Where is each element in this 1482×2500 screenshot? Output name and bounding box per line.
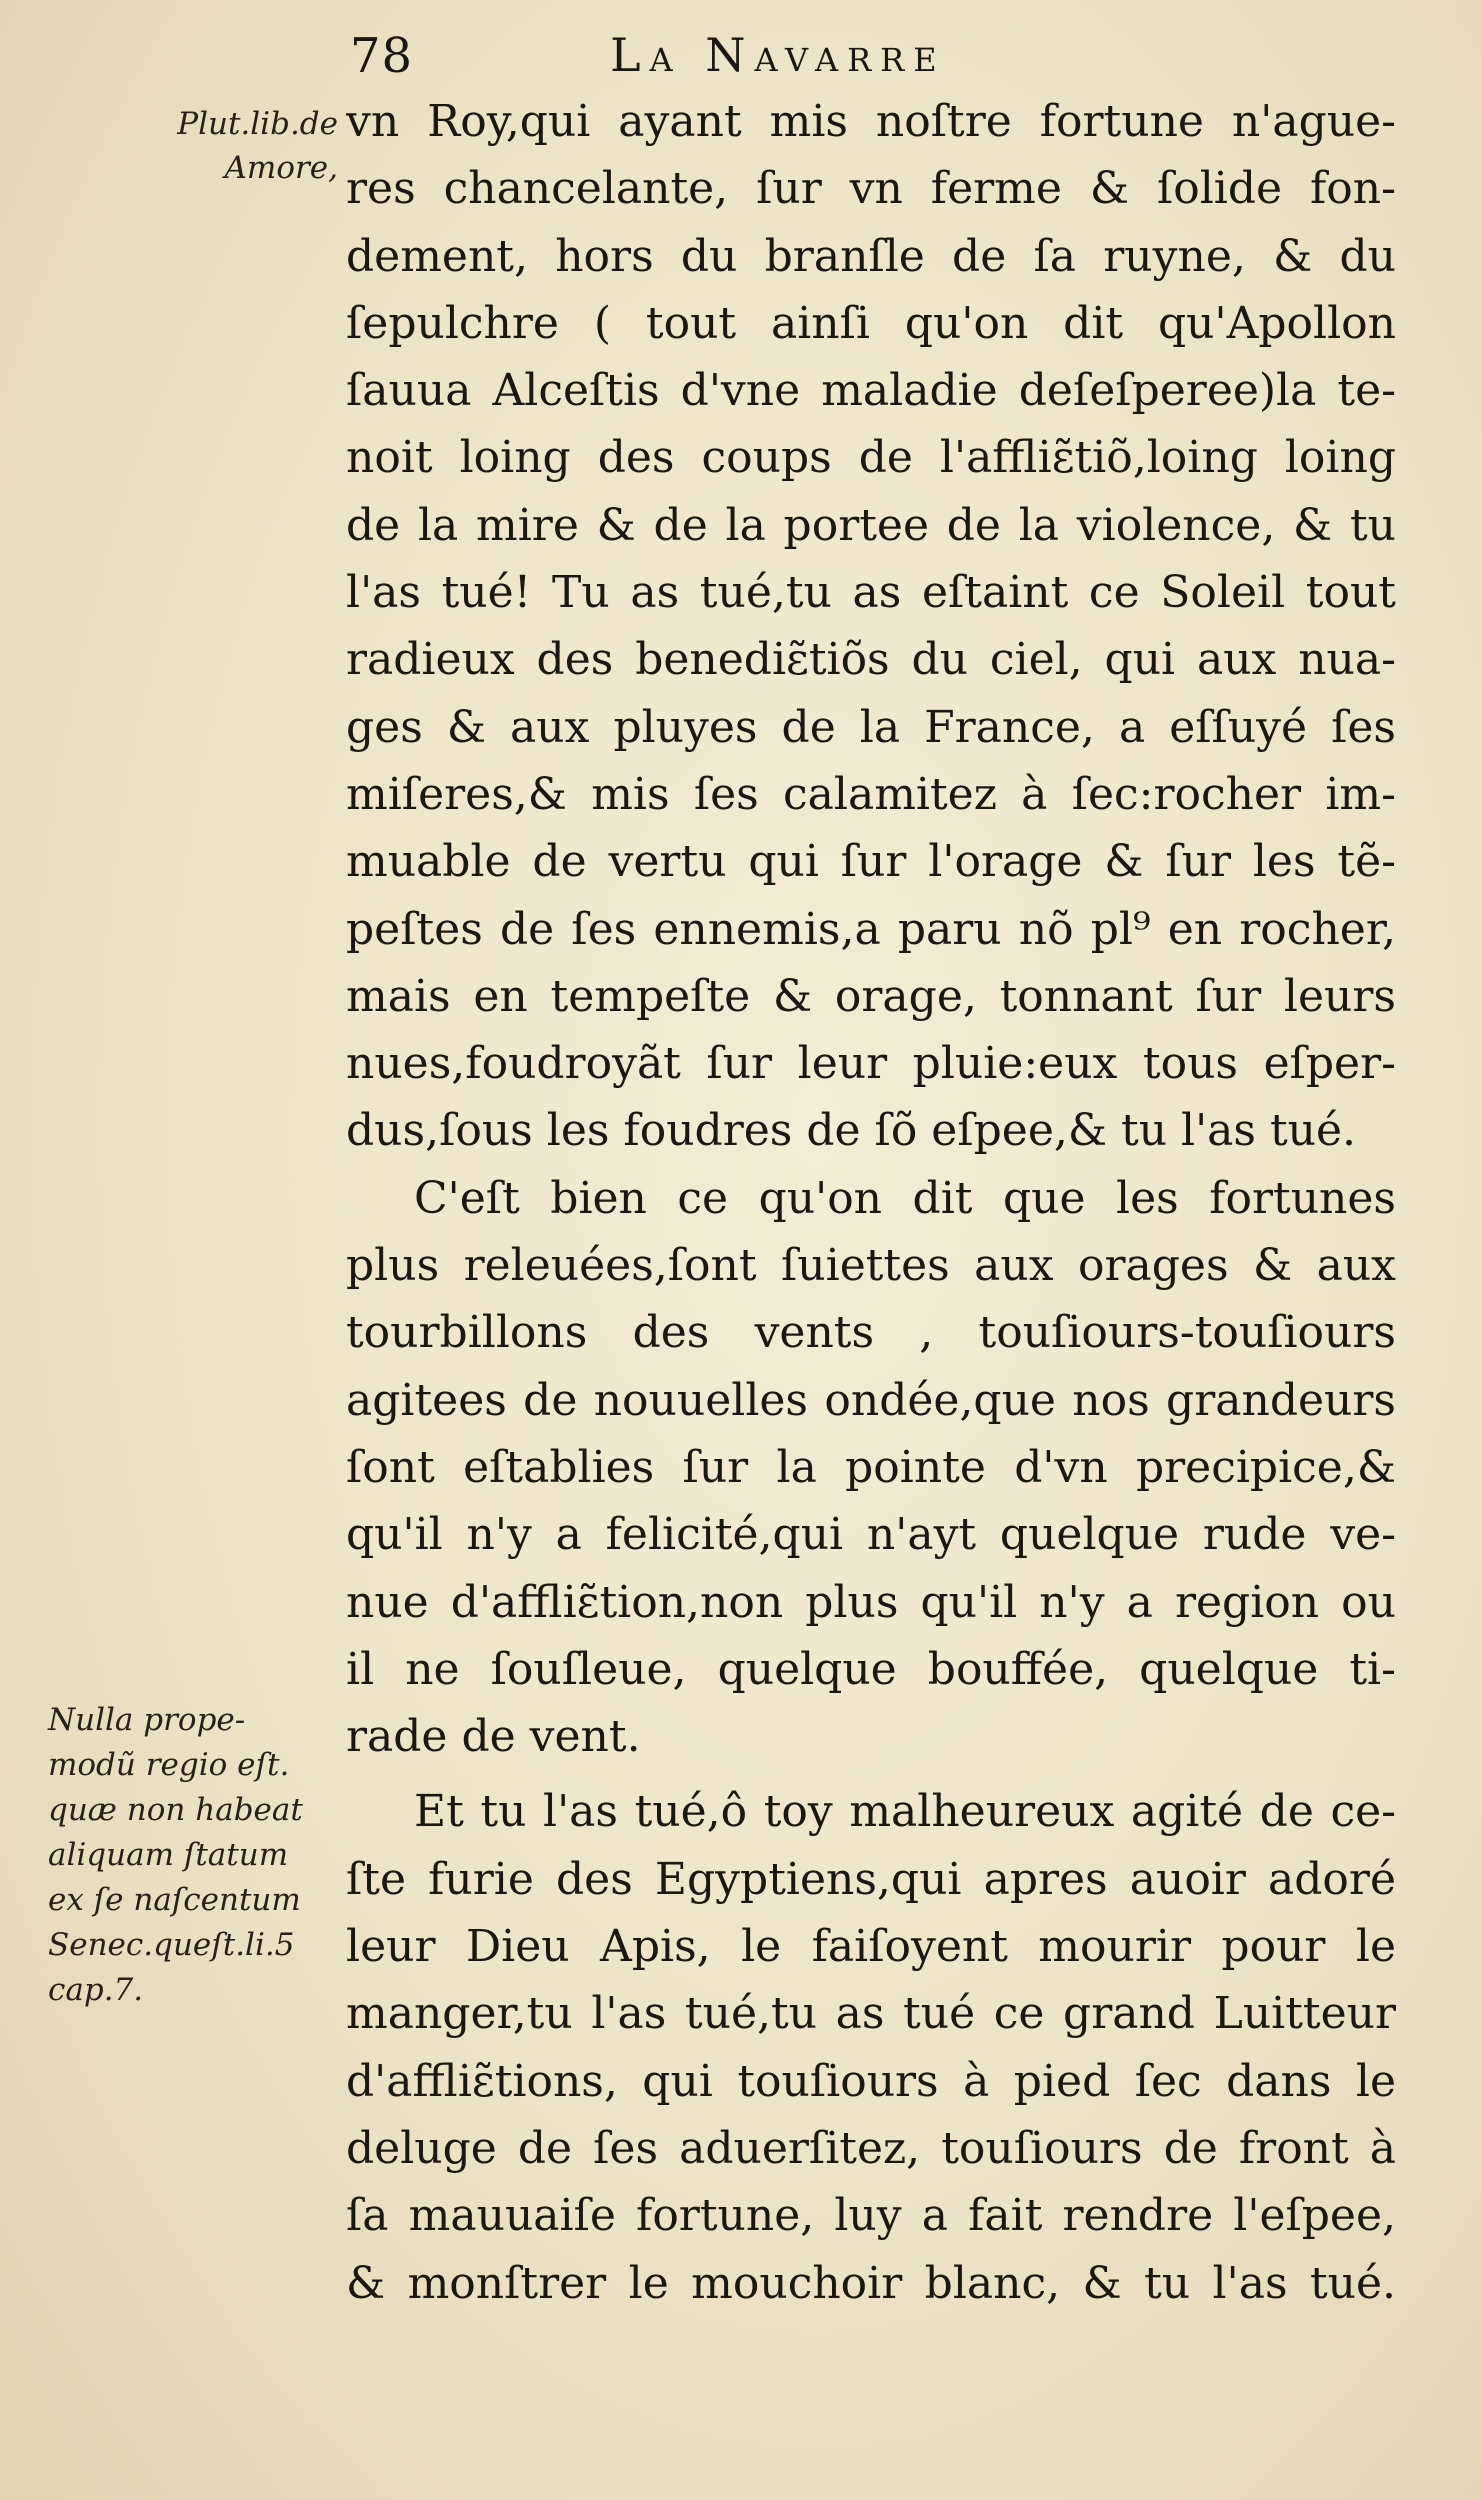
text-line: C'eſt bien ce qu'on dit que les fortunes [414, 1172, 1396, 1224]
text-line: qu'il n'y a felicité,qui n'ayt quelque rude ve- [346, 1509, 1396, 1561]
page-header [340, 22, 1400, 92]
text-line: & monſtrer le mouchoir blanc, & tu l'as tué. [346, 2257, 1396, 2309]
text-line: il ne ſouſleue, quelque bouffée, quelque ti- [346, 1643, 1396, 1695]
text-line: peſtes de ſes ennemis,a paru nõ pl⁹ en rocher, [346, 903, 1396, 955]
margin-note-line: Senec.queſt.li.5 [48, 1927, 295, 1963]
text-line: dement, hors du branſle de ſa ruyne, & du [346, 230, 1396, 282]
text-line: res chancelante, ſur vn ferme & ſolide fon- [346, 163, 1396, 215]
text-line: leur Dieu Apis, le faiſoyent mourir pour le [346, 1921, 1396, 1973]
text-line: d'affliɛ̃tions, qui touſiours à pied ſec dans le [346, 2055, 1396, 2107]
text-line: ſont eſtablies ſur la pointe d'vn precipice,& [346, 1441, 1396, 1493]
text-line: ges & aux pluyes de la France, a eſſuyé ſes [346, 701, 1396, 753]
text-line: rade de vent. [346, 1711, 641, 1763]
text-line: plus releuées,ſont ſuiettes aux orages & aux [346, 1240, 1396, 1292]
text-line: l'as tué! Tu as tué,tu as eſtaint ce Soleil tout [346, 567, 1396, 619]
text-line: miſeres,& mis ſes calamitez à ſec:rocher im- [346, 768, 1396, 820]
text-line: ſauua Alceſtis d'vne maladie deſeſperee)la te- [346, 365, 1396, 417]
text-line: agitees de nouuelles ondée,que nos grandeurs [346, 1374, 1396, 1426]
text-line: Et tu l'as tué,ô toy malheureux agité de ce- [414, 1786, 1396, 1838]
text-line: tourbillons des vents , touſiours-touſiours [346, 1307, 1396, 1359]
margin-note-plutarch [48, 102, 338, 190]
text-line: deluge de ſes aduerſitez, touſiours de front à [346, 2122, 1396, 2174]
margin-note-line: Amore, [224, 150, 338, 186]
margin-note-line: ex ſe naſcentum [48, 1882, 301, 1918]
text-line: muable de vertu qui ſur l'orage & ſur les tẽ- [346, 836, 1396, 888]
text-line: nue d'affliɛ̃tion,non plus qu'il n'y a region ou [346, 1576, 1396, 1628]
text-line: radieux des benediɛ̃tiõs du ciel, qui aux nua- [346, 634, 1396, 686]
margin-note-line: aliquam ſtatum [48, 1837, 289, 1873]
text-line: vn Roy,qui ayant mis noſtre fortune n'ague- [346, 96, 1396, 147]
text-line: nues,foudroyãt ſur leur pluie:eux tous eſper- [346, 1038, 1396, 1090]
margin-note-line: cap.7. [48, 1972, 144, 2008]
text-line: ſte furie des Egyptiens,qui apres auoir adoré [346, 1853, 1396, 1905]
margin-note-line: Nulla prope- [48, 1702, 246, 1738]
text-line: noit loing des coups de l'affliɛ̃tiõ,loing loing [346, 432, 1396, 484]
text-line: manger,tu l'as tué,tu as tué ce grand Luitteur [346, 1988, 1396, 2040]
body-text [346, 88, 1396, 2317]
margin-note-line: modũ regio eſt. [48, 1747, 290, 1783]
margin-note-seneca [48, 1698, 338, 2013]
text-line: ſepulchre ( tout ainſi qu'on dit qu'Apollon [346, 297, 1396, 349]
text-line: de la mire & de la portee de la violence, & tu [346, 499, 1396, 551]
text-line: dus,ſous les foudres de ſõ eſpee,& tu l'as tué. [346, 1105, 1357, 1157]
margin-note-line: quæ non habeat [48, 1792, 303, 1828]
page-number: 78 [350, 28, 414, 84]
margin-note-line: Plut.lib.de [177, 106, 338, 142]
running-head: La Navarre [610, 28, 946, 82]
text-line: mais en tempeſte & orage, tonnant ſur leurs [346, 970, 1396, 1022]
text-line: ſa mauuaiſe fortune, luy a fait rendre l'eſpee, [346, 2190, 1396, 2242]
